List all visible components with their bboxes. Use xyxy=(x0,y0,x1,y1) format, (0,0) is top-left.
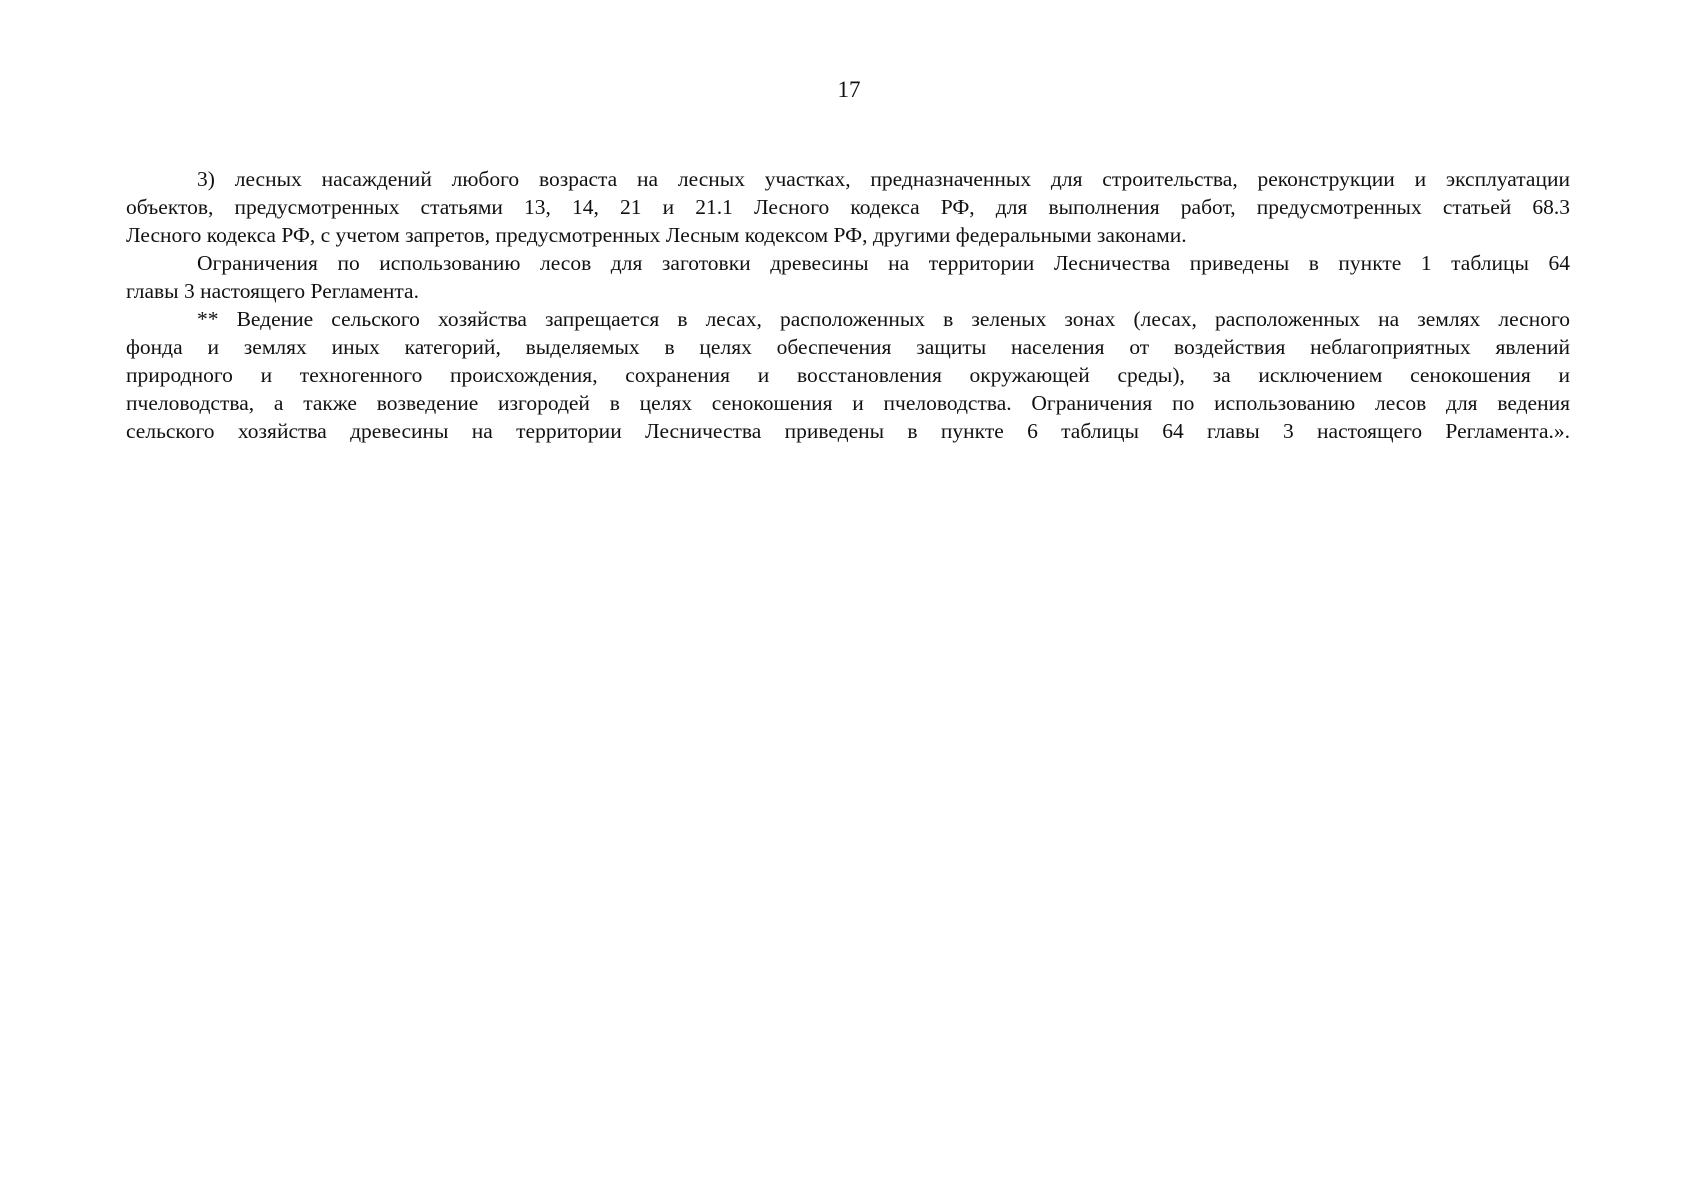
paragraph-line: главы 3 настоящего Регламента. xyxy=(126,279,419,303)
page-number: 17 xyxy=(837,77,861,102)
paragraph-line: ** Ведение сельского хозяйства запрещается в лесах, расположенных в зеленых зонах (лесах, расположенных на землях лесного xyxy=(197,307,1570,331)
paragraph-1 xyxy=(126,165,1570,249)
paragraph-line: природного и техногенного происхождения, сохранения и восстановления окружающей среды), за исключением сенокошения и xyxy=(126,363,1570,387)
paragraph-line: сельского хозяйства древесины на территории Лесничества приведены в пункте 6 таблицы 64 главы 3 настоящего Регламента.». xyxy=(126,419,1570,443)
paragraph-3 xyxy=(126,305,1570,445)
paragraph-line: пчеловодства, а также возведение изгородей в целях сенокошения и пчеловодства. Ограничения по использованию лесов для ведения xyxy=(126,391,1570,415)
paragraph-2 xyxy=(126,249,1570,305)
paragraph-line: объектов, предусмотренных статьями 13, 14, 21 и 21.1 Лесного кодекса РФ, для выполнения работ, предусмотренных статьей 68.3 xyxy=(126,195,1570,219)
document-body xyxy=(126,165,1570,445)
paragraph-line: фонда и землях иных категорий, выделяемых в целях обеспечения защиты населения от воздействия неблагоприятных явлений xyxy=(126,335,1570,359)
paragraph-line: 3) лесных насаждений любого возраста на лесных участках, предназначенных для строительства, реконструкции и эксплуатации xyxy=(197,167,1570,191)
paragraph-line: Ограничения по использованию лесов для заготовки древесины на территории Лесничества приведены в пункте 1 таблицы 64 xyxy=(197,251,1570,275)
paragraph-line: Лесного кодекса РФ, с учетом запретов, предусмотренных Лесным кодексом РФ, другими федеральными законами. xyxy=(126,223,1187,247)
